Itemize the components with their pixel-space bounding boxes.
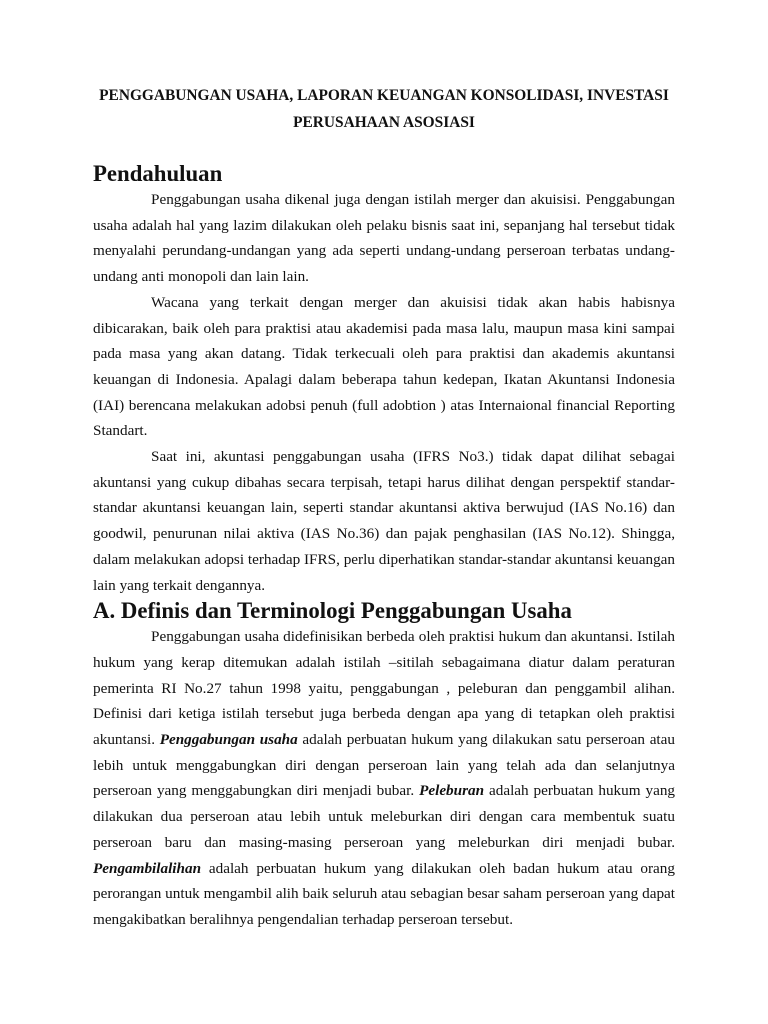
title-line-2: PERUSAHAAN ASOSIASI xyxy=(293,114,475,131)
section-heading-intro: Pendahuluan xyxy=(93,161,223,186)
definition-pengambilalihan: adalah perbuatan hukum yang dilakukan oleh badan hukum atau orang perorangan untuk mengambil alih baik seluruh atau sebagian besar saham perseroan yang dapat mengakibatkan beralihnya pengendalian terhadap perseroan tersebut. xyxy=(93,859,675,928)
term-penggabungan-usaha: Penggabungan usaha xyxy=(159,731,298,749)
definition-peleburan: adalah perbuatan hukum yang dilakukan dua perseroan atau lebih untuk meleburkan diri dengan cara membentuk suatu perseroan baru dan masing-masing perseroan yang meleburkan diri menjadi bubar. xyxy=(93,782,676,851)
title-line-1: PENGGABUNGAN USAHA, LAPORAN KEUANGAN KONSOLIDASI, INVESTASI xyxy=(99,87,669,104)
definition-intro-text: Penggabungan usaha didefinisikan berbeda oleh praktisi hukum dan akuntansi. Istilah hukum yang kerap ditemukan adalah istilah –sitilah sebagaimana diatur dalam peraturan pemerinta RI No.27 tahun 1998 yaitu, penggabungan , peleburan dan penggambil alihan. Definisi dari ketiga istilah tersebut juga berbeda dengan apa yang di tetapkan oleh praktisi akuntansi. xyxy=(93,628,675,749)
definition-paragraph xyxy=(93,624,675,932)
section-heading-a: A. Definis dan Terminologi Penggabungan Usaha xyxy=(93,598,572,624)
intro-paragraph-1: Penggabungan usaha dikenal juga dengan istilah merger dan akuisisi. Penggabungan usaha adalah hal yang lazim dilakukan oleh pelaku bisnis saat ini, sepanjang hal tersebut tidak menyalahi perundang-undangan yang ada seperti undang-undang perseroan terbatas undang-undang anti monopoli dan lain lain. xyxy=(93,191,675,286)
intro-paragraph-3: Saat ini, akuntasi penggabungan usaha (IFRS No3.) tidak dapat dilihat sebagai akuntansi yang cukup dibahas secara terpisah, tetapi harus dilihat dengan perspektif standar-standar akuntansi keuangan lain, seperti standar akuntansi aktiva berwujud (IAS No.16) dan goodwil, penurunan nilai aktiva (IAS No.36) dan pajak penghasilan (IAS No.12). Shingga, dalam melakukan adopsi terhadap IFRS, perlu diperhatikan standar-standar akuntansi keuangan lain yang terkait dengannya. xyxy=(93,448,675,594)
term-peleburan: Peleburan xyxy=(419,782,485,800)
intro-paragraph-2: Wacana yang terkait dengan merger dan akuisisi tidak akan habis habisnya dibicarakan, baik oleh para praktisi atau akademisi pada masa lalu, maupun masa kini sampai pada masa yang akan datang. Tidak terkecuali oleh para praktisi dan akademis akuntansi keuangan di Indonesia. Apalagi dalam beberapa tahun kedepan, Ikatan Akuntansi Indonesia (IAI) berencana melakukan adobsi penuh (full adobtion ) atas Internaional financial Reporting Standart. xyxy=(93,293,675,440)
document-title xyxy=(93,82,675,136)
term-pengambilalihan: Pengambilalihan xyxy=(93,859,202,877)
definition-penggabungan-usaha: adalah perbuatan hukum yang dilakukan satu perseroan atau lebih untuk menggabungkan diri dengan perseroan lain yang telah ada dan selanjutnya perseroan yang menggabungkan diri menjadi bubar. xyxy=(93,731,675,800)
